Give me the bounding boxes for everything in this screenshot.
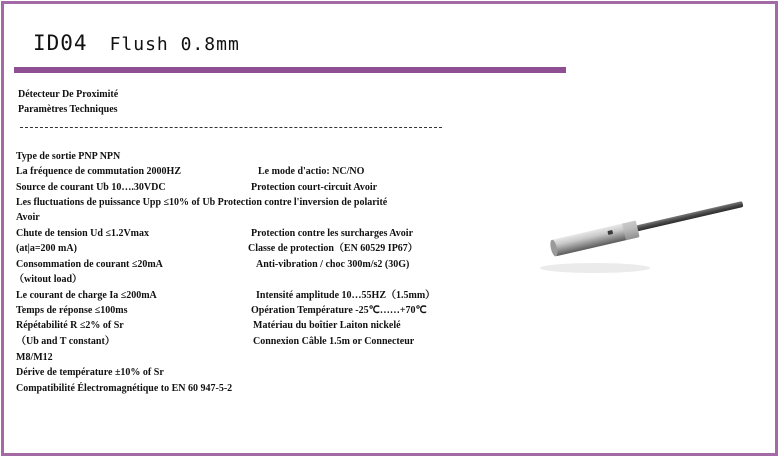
spec-frequency: La fréquence de commutation 2000HZ [16,166,181,177]
dashed-separator [20,127,442,128]
spec-protection-class: Classe de protection（EN 60529 IP67） [248,243,418,254]
spec-connection: Connexion Câble 1.5m or Connecteur [253,336,415,347]
spec-emc: Compatibilité Électromagnétique to EN 60 947-5-2 [16,383,233,394]
proximity-sensor-image [525,190,745,280]
spec-repeatability: Répétabilité R ≤2% of Sr [16,320,124,331]
spec-ub-t: （Ub and T constant） [16,336,115,347]
model-spec: Flush 0.8mm [109,34,240,55]
spec-voltage-drop-note: (at|a=200 mA) [16,243,77,254]
spec-fluctuations: Les fluctuations de puissance Upp ≤10% of Ub Protection contre l'inversion de polarité [16,197,388,208]
title-divider [14,67,566,73]
spec-load-current: Le courant de charge Ia ≤200mA [16,290,157,301]
spec-vibration: Anti-vibration / choc 300m/s2 (30G) [256,259,410,270]
spec-overload: Protection contre les surcharges Avoir [251,228,414,239]
model-code: ID04 [33,31,88,55]
page-title [33,31,240,55]
spec-temperature: Opération Température -25℃……+70℃ [251,305,427,316]
spec-output-type: Type de sortie PNP NPN [16,151,121,162]
spec-short-circuit: Protection court-circuit Avoir [251,182,378,193]
spec-avoir: Avoir [16,212,40,223]
spec-amplitude: Intensité amplitude 10…55HZ（1.5mm） [256,290,436,301]
spec-supply: Source de courant Ub 10….30VDC [16,182,166,193]
spec-voltage-drop: Chute de tension Ud ≤1.2Vmax [16,228,149,239]
spec-response-time: Temps de réponse ≤100ms [16,305,128,316]
intro-line-1: Détecteur De Proximité [18,89,119,100]
spec-mode: Le mode d'actio: NC/NO [258,166,365,177]
spec-material: Matériau du boîtier Laiton nickelé [253,320,401,331]
spec-m8: M8/M12 [16,352,53,363]
spec-temp-drift: Dérive de température ±10% of Sr [16,367,164,378]
intro-line-2: Paramètres Techniques [18,104,118,115]
spec-consumption-note: （witout load） [14,274,83,285]
spec-consumption: Consommation de courant ≤20mA [16,259,163,270]
